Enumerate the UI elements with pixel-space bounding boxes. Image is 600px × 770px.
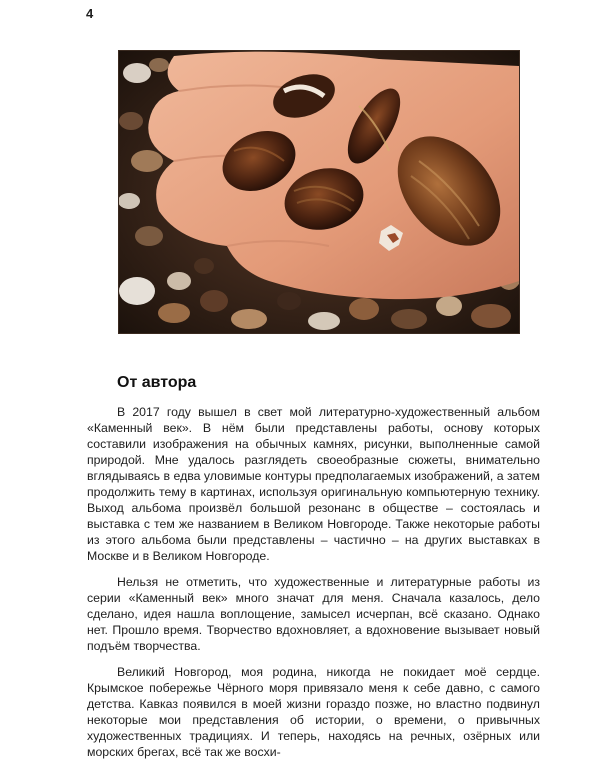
page-number: 4 (86, 6, 94, 21)
paragraph: В 2017 году вышел в свет мой литературно-художественный альбом «Каменный век». В нём были представлены работы, основу которых составили изображения на обычных камнях, рисунки, выполненные самой природой. Мне удалось разглядеть своеобразные сюжеты, внимательно вглядываясь в едва уловимые контуры предполагаемых изображений, а затем продолжить тему в картинах, используя оригинальную компьютерную технику. Выход альбома произвёл большой резонанс в обществе – состоялась и выставка с тем же названием в Великом Новгороде. Также некоторые работы из этого альбома были представлены – частично – на других выставках в Москве и в Великом Новгороде. (87, 405, 540, 563)
photo-illustration (119, 51, 519, 333)
body-text (87, 404, 540, 770)
section-title: От автора (117, 374, 197, 391)
shells-on-palm-photo (118, 50, 520, 334)
paragraph: Нельзя не отметить, что художественные и литературные работы из серии «Каменный век» много значат для меня. Сначала казалось, дело сделано, идея нашла воплощение, замысел исчерпан, всё сказано. Однако нет. Прошло время. Творчество вдохновляет, а вдохновение вызывает новый подъём творчества. (87, 575, 540, 653)
paragraph: Великий Новгород, моя родина, никогда не покидает моё сердце. Крымское побережье Чёрного моря привязало меня к себе давно, с самого детства. Кавказ появился в моей жизни гораздо позже, но властно подвинул некоторые мои представления об истории, о времени, о привычных художественных традициях. И теперь, находясь на речных, озёрных или морских брегах, всё так же восхи- (87, 665, 540, 759)
